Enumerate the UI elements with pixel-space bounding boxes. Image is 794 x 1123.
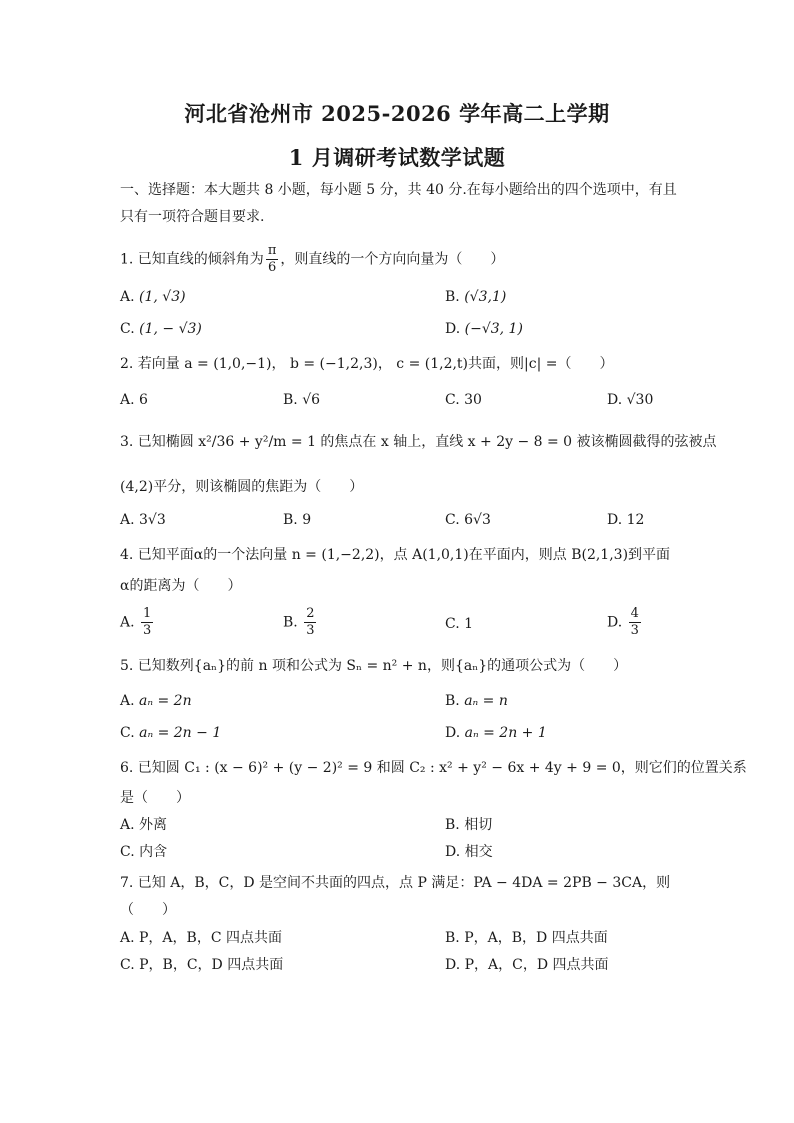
option-label: C. [120, 844, 135, 860]
option-text: √30 [626, 392, 654, 408]
q3-option-a[interactable] [120, 510, 166, 530]
q5-option-d[interactable] [445, 723, 547, 743]
option-label: C. [120, 725, 135, 741]
q4-option-a[interactable] [120, 606, 155, 639]
question-1-stem-a: 1. 已知直线的倾斜角为 [120, 251, 264, 268]
option-text: 6√3 [464, 512, 491, 528]
option-text: 相切 [464, 817, 493, 833]
question-3-stem-line2: (4,2)平分，则该椭圆的焦距为（ ） [120, 479, 364, 495]
question-6-stem-line1: 6. 已知圆 C₁ : (x − 6)² + (y − 2)² = 9 和圆 C₂ : x² + y² − 6x + 4y + 9 = 0，则它们的位置关系 [120, 760, 747, 776]
option-label: A. [120, 817, 135, 833]
option-text: (1, − √3) [139, 321, 202, 337]
page-title-line1: 河北省沧州市 2025-2026 学年高二上学期 [184, 101, 610, 126]
q6-option-a[interactable] [120, 815, 167, 835]
q3-option-b[interactable] [283, 510, 311, 530]
frac-den: 3 [143, 623, 152, 638]
q5-option-c[interactable] [120, 723, 221, 743]
option-text: aₙ = 2n + 1 [464, 725, 547, 741]
option-label: D. [445, 321, 461, 337]
option-text: P，A，B，D 四点共面 [464, 930, 608, 946]
option-label: C. [120, 957, 135, 973]
option-text: (−√3, 1) [464, 321, 523, 337]
option-label: A. [120, 289, 135, 305]
option-label: C. [445, 512, 460, 528]
option-label: B. [445, 693, 460, 709]
option-label: B. [283, 512, 298, 528]
q7-option-d[interactable] [445, 955, 609, 975]
option-text: 相交 [464, 844, 493, 860]
q1-option-c[interactable] [120, 319, 202, 339]
q1-option-a[interactable] [120, 287, 186, 307]
option-label: D. [445, 725, 461, 741]
option-label: A. [120, 614, 135, 631]
option-label: A. [120, 392, 135, 408]
question-1-fraction [266, 243, 279, 276]
option-text: 6 [139, 392, 148, 408]
q2-option-a[interactable] [120, 390, 148, 410]
question-1-frac-num: π [267, 243, 277, 258]
frac-num: 4 [630, 606, 639, 621]
option-label: C. [120, 321, 135, 337]
option-label: A. [120, 930, 135, 946]
q6-option-b[interactable] [445, 815, 492, 835]
question-3-stem-line1: 3. 已知椭圆 x²/36 + y²/m = 1 的焦点在 x 轴上，直线 x + 2y − 8 = 0 被该椭圆截得的弦被点 [120, 434, 717, 450]
question-6-stem-line2: 是（ ） [120, 790, 190, 806]
option-label: B. [445, 930, 460, 946]
q2-option-d[interactable] [607, 390, 653, 410]
q7-option-c[interactable] [120, 955, 283, 975]
q7-option-a[interactable] [120, 928, 282, 948]
q6-option-c[interactable] [120, 842, 167, 862]
option-text: 内含 [139, 844, 168, 860]
q4-option-c[interactable] [445, 614, 473, 634]
section-heading-line2: 只有一项符合题目要求. [120, 209, 265, 225]
option-text: aₙ = n [464, 693, 508, 709]
option-text: 3√3 [139, 512, 166, 528]
option-text: √6 [302, 392, 321, 408]
q1-option-d[interactable] [445, 319, 523, 339]
q2-option-b[interactable] [283, 390, 320, 410]
option-label: D. [607, 392, 623, 408]
question-7-stem-line1: 7. 已知 A，B，C，D 是空间不共面的四点，点 P 满足：PA − 4DA = 2PB − 3CA，则 [120, 875, 671, 891]
option-label: D. [607, 614, 623, 631]
frac-num: 2 [306, 606, 315, 621]
q7-option-b[interactable] [445, 928, 608, 948]
question-1-frac-den: 6 [267, 260, 277, 275]
q4-option-b[interactable] [283, 606, 318, 639]
option-label: C. [445, 392, 460, 408]
question-1-stem-b: ，则直线的一个方向向量为（ ） [280, 251, 505, 268]
option-label: A. [120, 512, 135, 528]
q4-option-d[interactable] [607, 606, 643, 639]
question-1-stem [120, 243, 504, 276]
option-text: P，A，B，C 四点共面 [139, 930, 282, 946]
q5-option-a[interactable] [120, 691, 192, 711]
question-2-stem: 2. 若向量 a = (1,0,−1)， b = (−1,2,3)， c = (1,2,t)共面，则|c| =（ ） [120, 356, 614, 372]
question-4-stem-line2: α的距离为（ ） [120, 578, 242, 594]
option-label: A. [120, 693, 135, 709]
q1-option-b[interactable] [445, 287, 506, 307]
option-text: (1, √3) [139, 289, 186, 305]
q5-option-b[interactable] [445, 691, 508, 711]
question-4-stem-line1: 4. 已知平面α的一个法向量 n = (1,−2,2)，点 A(1,0,1)在平面内，则点 B(2,1,3)到平面 [120, 547, 671, 563]
frac-den: 3 [630, 623, 639, 638]
option-text: 9 [302, 512, 312, 528]
option-label: D. [445, 957, 461, 973]
option-text: P，B，C，D 四点共面 [139, 957, 284, 973]
option-fraction [141, 606, 153, 639]
option-label: B. [445, 817, 460, 833]
question-5-stem: 5. 已知数列{aₙ}的前 n 项和公式为 Sₙ = n² + n，则{aₙ}的通项公式为（ ） [120, 658, 628, 674]
option-label: B. [283, 614, 298, 631]
section-heading-line1: 一、选择题：本大题共 8 小题，每小题 5 分，共 40 分.在每小题给出的四个选项中，有且 [120, 182, 677, 198]
page-title-line2: 1 月调研考试数学试题 [288, 145, 506, 170]
option-label: D. [607, 512, 623, 528]
option-label: C. [445, 616, 460, 632]
option-text: 外离 [139, 817, 168, 833]
q2-option-c[interactable] [445, 390, 482, 410]
frac-num: 1 [143, 606, 152, 621]
q3-option-c[interactable] [445, 510, 491, 530]
option-label: B. [445, 289, 460, 305]
option-text: 12 [626, 512, 645, 528]
option-text: P，A，C，D 四点共面 [464, 957, 609, 973]
option-text: (√3,1) [464, 289, 507, 305]
option-text: 30 [464, 392, 482, 408]
frac-den: 3 [306, 623, 315, 638]
question-7-stem-line2: （ ） [120, 902, 176, 918]
option-text: 1 [464, 616, 474, 632]
option-fraction [629, 606, 641, 639]
option-label: D. [445, 844, 461, 860]
q6-option-d[interactable] [445, 842, 493, 862]
q3-option-d[interactable] [607, 510, 644, 530]
option-text: aₙ = 2n − 1 [139, 725, 222, 741]
option-label: B. [283, 392, 298, 408]
option-fraction [304, 606, 316, 639]
option-text: aₙ = 2n [139, 693, 192, 709]
